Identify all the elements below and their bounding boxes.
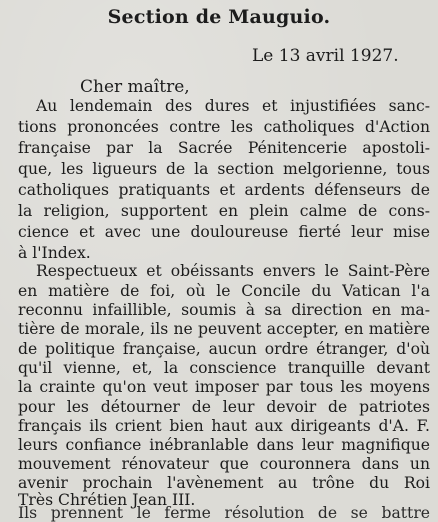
paragraph-1-line: tions prononcées contre les catholiques d'Action <box>18 118 430 136</box>
cut-off-line: Ils prennent le ferme résolution de se battre <box>18 504 430 522</box>
paragraph-2-line: français ils crient bien haut aux dirigeants d'A. F. <box>18 417 430 435</box>
paragraph-2-line: pour les détourner de leur devoir de patriotes <box>18 398 430 416</box>
paragraph-2-line: Respectueux et obéissants envers le Saint-Père <box>36 262 430 280</box>
paragraph-1-line: catholiques pratiquants et ardents défenseurs de <box>18 181 430 199</box>
paragraph-1-line: que, les ligueurs de la section melgorienne, tous <box>18 160 430 178</box>
paragraph-1-line: à l'Index. <box>18 244 91 262</box>
paragraph-2-line: avenir prochain l'avènement au trône du Roi <box>18 474 430 492</box>
salutation: Cher maître, <box>80 77 190 97</box>
letter-date: Le 13 avril 1927. <box>252 46 399 66</box>
paragraph-2-line: la crainte qu'on veut imposer par tous les moyens <box>18 378 430 396</box>
paragraph-2-line: leurs confiance inébranlable dans leur magnifique <box>18 436 430 454</box>
section-title-period: . <box>323 6 331 28</box>
paragraph-1-line: française par la Sacrée Pénitencerie apostoli- <box>18 139 430 157</box>
paragraph-1-line: Au lendemain des dures et injustifiées sanc- <box>36 97 430 115</box>
paragraph-2-line: mouvement rénovateur que couronnera dans un <box>18 455 430 473</box>
paragraph-2-line: reconnu infaillible, soumis à sa direction en ma- <box>18 301 430 319</box>
paragraph-1-line: la religion, supportent en plein calme de cons- <box>18 202 430 220</box>
section-title-text: Section de Mauguio <box>107 6 324 28</box>
section-title <box>0 6 438 28</box>
paragraph-2-line: en matière de foi, où le Concile du Vatican l'a <box>18 282 430 300</box>
paragraph-2-line: qu'il vienne, et, la conscience tranquille devant <box>18 359 430 377</box>
paragraph-2-line: de politique française, aucun ordre étranger, d'où <box>18 340 430 358</box>
paragraph-1-line: cience et avec une douloureuse fierté leur mise <box>18 223 430 241</box>
paragraph-2-line: tière de morale, ils ne peuvent accepter, en matière <box>18 320 430 338</box>
paragraph-2-line: Très Chrétien Jean III. <box>18 491 196 509</box>
